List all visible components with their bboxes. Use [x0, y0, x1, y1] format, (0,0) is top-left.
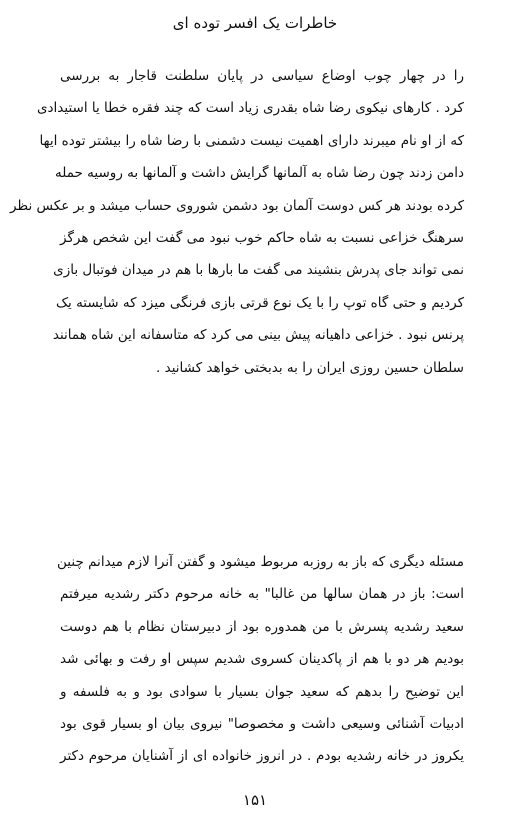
text-line: بودیم هر دو با هم از پاکدینان کسروی شدیم سپس او رفت و بهائی شد [60, 651, 464, 668]
paragraph-1 [9, 60, 464, 384]
page-number: ۱۵۱ [242, 791, 268, 809]
text-line: سلطان حسین روزی ایران را به بدبختی خواهد کشانید . [156, 359, 464, 376]
text-line: کرد . کارهای نیکوی رضا شاه بقدری زیاد است که چند فقره خطا یا استیدادی [36, 100, 464, 117]
text-line: که از او نام میبرند دارای اهمیت نیست دشمنی با رضا شاه را بیشتر توده ایها [39, 132, 464, 149]
text-line: سعید رشدیه پسرش با من همدوره بود از دبیرستان نظام با هم دوست [60, 618, 464, 635]
text-line: کردیم و حتی گاه توپ را با یک نوع قرتی بازی فرنگی میزد که شایسته یک [55, 294, 464, 311]
text-line: پرنس نبود . خزاعی داهیانه پیش بینی می کرد که متاسفانه این شاه همانند [52, 327, 464, 344]
text-line: است: باز در همان سالها من غالبا" به خانه مرحوم دکتر رشدیه میرفتم [60, 586, 464, 603]
text-line: را در چهار چوب اوضاع سیاسی در پایان سلطنت قاجار به بررسی [60, 68, 464, 84]
text-line: یکروز در خانه رشدیه بودم . در انروز خانواده ای از آشنایان مرحوم دکتر [60, 748, 464, 765]
text-line: دامن زدند چون رضا شاه به آلمانها گرایش داشت و آلمانها به روسیه حمله [55, 165, 464, 182]
text-line: سرهنگ خزاعی نسبت به شاه حاکم خوب نبود می گفت این شخص هرگز [60, 229, 464, 246]
paragraph-2 [57, 546, 464, 773]
text-line: نمی تواند جای پدرش بنشیند می گفت ما بارها با هم در میدان فوتبال بازی [53, 262, 464, 279]
text-line: ادبیات آشنائی وسیعی داشت و مخصوصا" نیروی بیان او بسیار قوی بود [60, 715, 464, 732]
page-header: خاطرات یک افسر توده ای [172, 14, 338, 32]
text-line: کرده بودند هر کس دوست آلمان بود دشمن شوروی حساب میشد و بر عکس نظر [9, 197, 464, 214]
text-line: این توضیح را بدهم که سعید جوان بسیار با سوادی بود و به فلسفه و [60, 683, 464, 700]
text-line: مسئله دیگری که باز به روزبه مربوط میشود و گفتن آنرا لازم میدانم چنین [57, 554, 464, 570]
